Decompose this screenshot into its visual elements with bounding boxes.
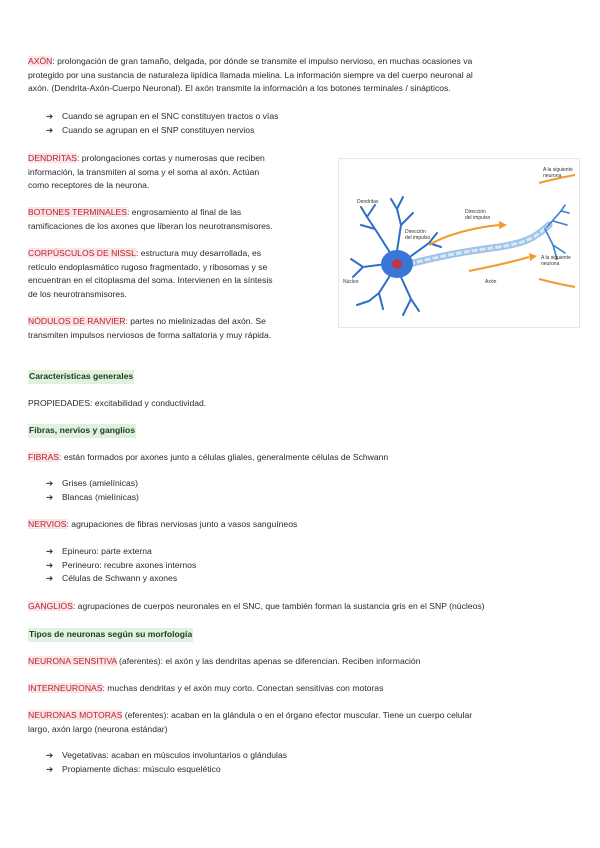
label-siguiente-2b: neurona	[541, 261, 560, 267]
label-direccion-1: Dirección	[405, 229, 426, 235]
ganglios-paragraph	[28, 600, 485, 614]
impulse-arrow-bottom	[469, 257, 529, 271]
propiedades-text: : excitabilidad y conductividad.	[90, 398, 207, 408]
sensitiva-term: NEURONA SENSITIVA	[28, 656, 117, 666]
dendritas-text-1: : prolongaciones cortas y numerosas que reciben	[77, 153, 265, 163]
arrow-icon: ➔	[46, 763, 54, 774]
list-item-text: Vegetativas: acaban en músculos involuntarios o glándulas	[62, 750, 288, 760]
ganglios-text: : agrupaciones de cuerpos neuronales en el SNC, que también forman la sustancia gris en el SNP (núcleos)	[72, 601, 485, 611]
list-item	[46, 749, 287, 763]
label-siguiente-2a: A la siguiente	[541, 255, 571, 261]
nissl-text-4: de los neurotransmisores.	[28, 288, 127, 299]
list-item	[46, 545, 196, 559]
nervios-text: : agrupaciones de fibras nerviosas junto a vasos sanguíneos	[66, 519, 298, 529]
impulse-arrowhead-top	[499, 221, 507, 229]
arrow-icon: ➔	[46, 750, 54, 760]
label-axon: Axón	[485, 279, 497, 285]
list-item	[46, 124, 278, 138]
axon-list	[46, 110, 278, 137]
arrow-icon: ➔	[46, 573, 54, 584]
dendritas-paragraph	[28, 152, 333, 193]
interneuronas-term: INTERNEURONAS	[28, 683, 103, 693]
label-direccion-b2: del impulso	[465, 215, 491, 221]
list-item-text: Blancas (mielínicas)	[62, 491, 139, 502]
dendritas-text-3: como receptores de la neurona.	[28, 180, 150, 191]
axon-text-2: protegido por una sustancia de naturaleza lipídica llamada mielina. La información siempre va del cuerpo neuronal al	[28, 69, 473, 80]
botones-text-2: ramificaciones de los axones que liberan los neurotransmisores.	[28, 220, 273, 231]
axon-text-3: axón. (Dendrita-Axón-Cuerpo Neuronal). El axón transmite la información a los botones terminales / sinápticos.	[28, 83, 451, 94]
label-nucleo: Núcleo	[343, 279, 359, 285]
arrow-icon: ➔	[46, 111, 54, 121]
nervios-paragraph	[28, 518, 297, 532]
fibras-heading: Fibras, nervios y ganglios	[28, 424, 136, 438]
interneuronas-text: : muchas dendritas y el axón muy corto. Conectan sensitivas con motoras	[102, 683, 384, 693]
motoras-term: NEURONAS MOTORAS	[28, 710, 123, 720]
fibras-term: FIBRAS	[28, 452, 60, 462]
botones-paragraph	[28, 206, 333, 233]
botones-text-1: : engrosamiento al final de las	[127, 207, 242, 217]
axon-term: AXÓN	[28, 56, 53, 66]
ganglios-term: GANGLIOS	[28, 601, 73, 611]
arrow-icon: ➔	[46, 124, 54, 135]
motoras-list	[46, 749, 287, 776]
list-item-text: Epineuro: parte externa	[62, 546, 152, 556]
nissl-text-1: : estructura muy desarrollada, es	[135, 248, 262, 258]
list-item-text: Grises (amielínicas)	[62, 478, 138, 488]
list-item-text: Células de Schwann y axones	[62, 573, 178, 584]
nissl-paragraph	[28, 247, 333, 301]
sensitiva-paragraph	[28, 655, 421, 669]
fibras-paragraph	[28, 451, 388, 465]
tipos-heading-block	[28, 628, 193, 642]
nervios-list	[46, 545, 196, 586]
arrow-icon: ➔	[46, 491, 54, 502]
axon-text-1: : prolongación de gran tamaño, delgada, por dónde se transmite el impulso nervioso, en muchas ocasiones va	[52, 56, 473, 66]
label-siguiente-1b: neurona	[543, 173, 562, 179]
neuron-diagram	[338, 158, 580, 328]
list-item	[46, 110, 278, 124]
list-item	[46, 763, 287, 777]
list-item	[46, 559, 196, 573]
caracteristicas-heading: Características generales	[28, 370, 134, 384]
fibras-heading-block	[28, 424, 136, 438]
caracteristicas-heading-block	[28, 370, 134, 384]
list-item-text: Cuando se agrupan en el SNC constituyen tractos o vías	[62, 111, 279, 121]
axon-terminals	[545, 205, 569, 259]
list-item-text: Propiamente dichas: músculo esquelético	[62, 763, 221, 774]
list-item	[46, 572, 196, 586]
ranvier-text-1: : partes no mielinizadas del axón. Se	[125, 316, 266, 326]
impulse-arrow-top	[429, 225, 499, 245]
neuron-illustration	[339, 159, 579, 327]
arrow-icon: ➔	[46, 559, 54, 570]
ranvier-term: NÓDULOS DE RANVIER	[28, 316, 126, 326]
botones-term: BOTONES TERMINALES	[28, 207, 128, 217]
axon-line-1	[28, 55, 576, 69]
nissl-text-3: encuentran en el citoplasma del soma. Intervienen en la síntesis	[28, 275, 273, 286]
dendritas-text-2: información, la transmiten al soma y el soma al axón. Actúan	[28, 166, 260, 177]
motoras-text-1: (eferentes): acaban en la glándula o en el órgano efector muscular. Tiene un cuerpo celular	[122, 710, 473, 720]
label-siguiente-1a: A la siguiente	[543, 167, 573, 173]
next-neuron-arrow-bottom	[539, 279, 575, 287]
dendritas-term: DENDRITAS	[28, 153, 78, 163]
axon-paragraph	[28, 55, 576, 96]
label-direccion-b1: Dirección	[465, 209, 486, 215]
list-item-text: Perineuro: recubre axones internos	[62, 559, 197, 570]
label-direccion-2: del impulso	[405, 235, 431, 241]
interneuronas-paragraph	[28, 682, 383, 696]
list-item	[46, 477, 139, 491]
nucleus-shape	[392, 259, 402, 269]
ranvier-text-2: transmiten impulsos nerviosos de forma saltatoria y muy rápida.	[28, 329, 272, 340]
list-item-text: Cuando se agrupan en el SNP constituyen nervios	[62, 124, 255, 135]
sensitiva-text: (aferentes): el axón y las dendritas apenas se diferencian. Reciben información	[116, 656, 421, 666]
motoras-text-2: largo, axón largo (neurona estándar)	[28, 723, 168, 734]
nervios-term: NERVIOS	[28, 519, 67, 529]
propiedades-paragraph	[28, 397, 206, 411]
tipos-heading: Tipos de neuronas según su morfología	[28, 628, 193, 642]
motoras-paragraph	[28, 709, 576, 736]
fibras-text: : están formados por axones junto a células gliales, generalmente células de Schwann	[59, 452, 389, 462]
nissl-text-2: retículo endoplasmático rugoso fragmentado, y ribosomas y se	[28, 261, 268, 272]
label-dendritas: Dendritas	[357, 199, 379, 205]
list-item	[46, 491, 139, 505]
impulse-arrowhead-bottom	[529, 253, 537, 261]
propiedades-term: PROPIEDADES	[28, 398, 91, 408]
ranvier-paragraph	[28, 315, 333, 342]
arrow-icon: ➔	[46, 478, 54, 488]
fibras-list	[46, 477, 139, 504]
arrow-icon: ➔	[46, 546, 54, 556]
nissl-term: CORPÚSCULOS DE NISSL	[28, 248, 136, 258]
